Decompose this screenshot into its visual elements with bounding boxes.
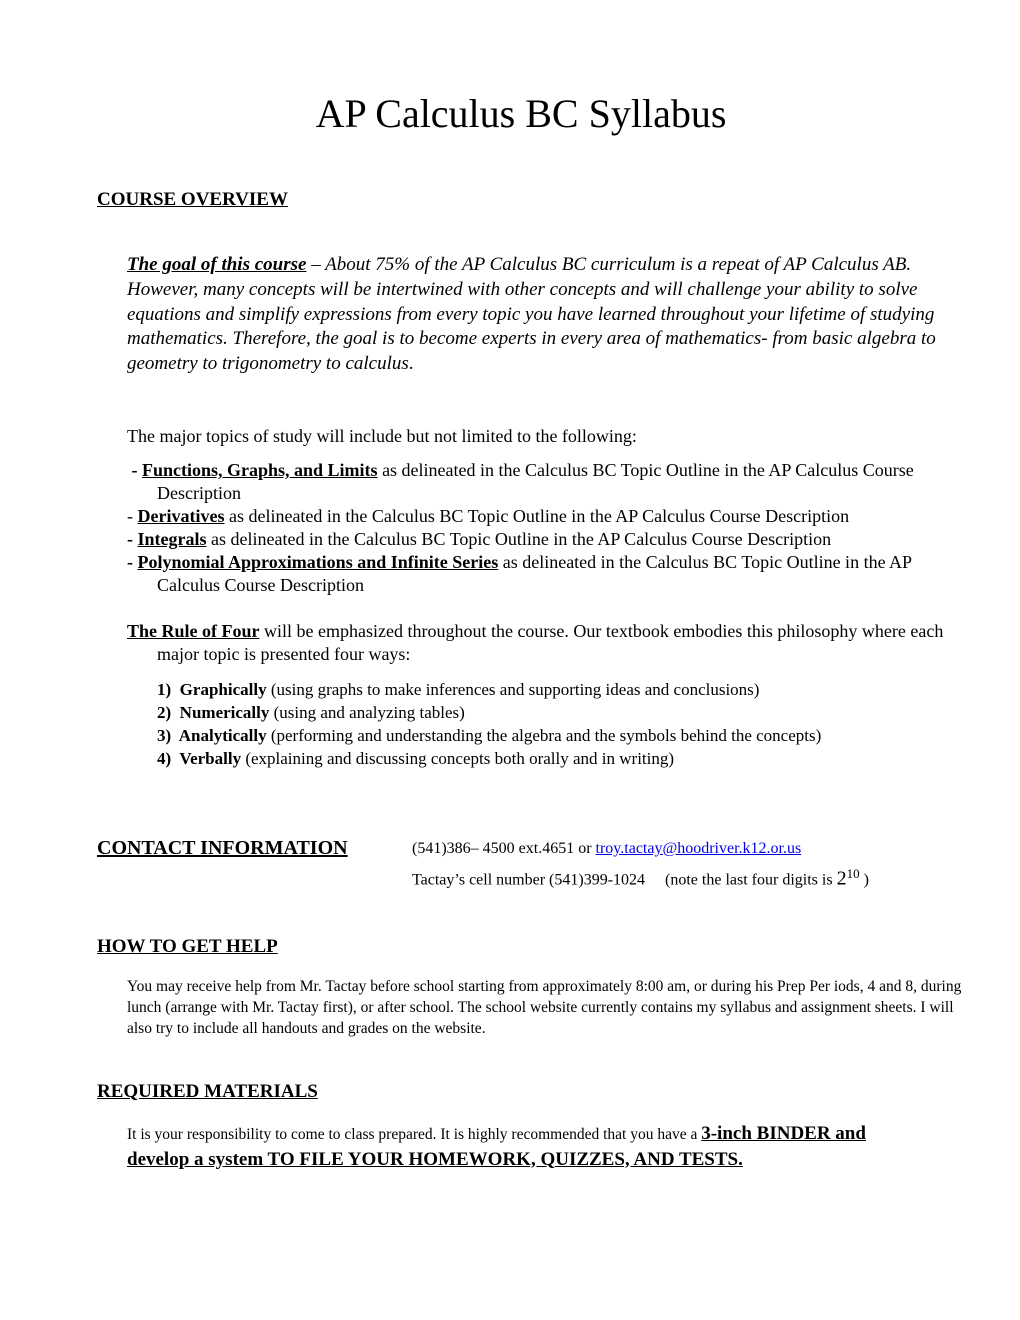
way-item [157, 701, 821, 724]
topic-name: Derivatives [137, 506, 225, 526]
way-name: Verbally [179, 749, 242, 768]
materials-text [127, 1122, 927, 1173]
contact-heading: CONTACT INFORMATION [97, 837, 348, 859]
help-heading: HOW TO GET HELP [97, 936, 278, 957]
help-text: You may receive help from Mr. Tactay before school starting from approximately 8:00 am, or during his Prep Per iods, 4 and 8, during lunch (arrange with Mr. Tactay first), or after school. The school website currently contains my syllabus and assignment sheets. I will also try to include all handouts and grades on the website. [127, 978, 962, 1037]
power-base: 2 [836, 867, 847, 890]
way-number: 4) [157, 749, 180, 768]
way-item [157, 747, 821, 770]
office-phone: (541)386– 4500 ext.4651 or [412, 840, 596, 857]
goal-paragraph [127, 253, 937, 377]
page-title: AP Calculus BC Syllabus [315, 91, 727, 136]
materials-emphasis: 3-inch BINDER and develop a system TO FILE YOUR HOMEWORK, QUIZZES, AND TESTS. [127, 1123, 866, 1170]
contact-cell-line [412, 866, 869, 890]
materials-heading: REQUIRED MATERIALS [97, 1081, 318, 1102]
goal-text: – About 75% of the AP Calculus BC curriculum is a repeat of AP Calculus AB. However, many concepts will be intertwined with other concepts and will challenge your ability to solve equations and simplify expressions from every topic you have learned throughout your lifetime of studying mathematics. Therefore, the goal is to become experts in every area of mathematics- from basic algebra to geometry to trigonometry to calculus [127, 254, 936, 375]
way-number: 3) [157, 726, 179, 745]
way-desc: (using and analyzing tables) [269, 703, 465, 722]
contact-phone-line [412, 840, 801, 858]
topic-name: Functions, Graphs, and Limits [142, 460, 378, 480]
way-item [157, 678, 821, 701]
topic-name: Integrals [137, 529, 207, 549]
course-overview-heading: COURSE OVERVIEW [97, 189, 288, 210]
way-name: Graphically [179, 680, 267, 699]
topic-dash: - [127, 460, 142, 480]
four-ways-list [157, 678, 821, 770]
topic-desc: as delineated in the Calculus BC Topic Outline in the AP Calculus Course Description [157, 552, 912, 595]
rule-of-four-paragraph [127, 620, 987, 666]
topic-item [127, 505, 977, 528]
topic-dash: - [127, 506, 138, 526]
power-exponent: 10 [846, 866, 860, 881]
way-name: Numerically [179, 703, 270, 722]
topics-list [127, 459, 977, 597]
topic-desc: as delineated in the Calculus BC Topic Outline in the AP Calculus Course Description [206, 529, 832, 549]
topic-item [127, 459, 977, 505]
close-paren: ) [859, 871, 869, 889]
topic-name: Polynomial Approximations and Infinite Series [137, 552, 499, 572]
rule-label: The Rule of Four [127, 621, 260, 641]
topic-item [127, 528, 977, 551]
way-desc: (performing and understanding the algebra and the symbols behind the concepts) [266, 726, 822, 745]
way-number: 2) [157, 703, 180, 722]
rule-text: will be emphasized throughout the course. Our textbook embodies this philosophy where each major topic is presented four ways: [157, 621, 944, 664]
email-link[interactable]: troy.tactay@hoodriver.k12.or.us [595, 840, 802, 857]
way-desc: (explaining and discussing concepts both orally and in writing) [241, 749, 675, 768]
way-name: Analytically [178, 726, 267, 745]
goal-label: The goal of this course [127, 254, 307, 275]
topic-item [127, 551, 977, 597]
cell-number: Tactay’s cell number (541)399-1024 (note the last four digits is [412, 871, 837, 889]
way-desc: (using graphs to make inferences and supporting ideas and conclusions) [266, 680, 760, 699]
topic-dash: - [127, 552, 138, 572]
way-item [157, 724, 821, 747]
topic-dash: - [127, 529, 138, 549]
topic-desc: as delineated in the Calculus BC Topic Outline in the AP Calculus Course Description [157, 460, 914, 503]
way-number: 1) [157, 680, 180, 699]
materials-intro: It is your responsibility to come to class prepared. It is highly recommended that you have a [127, 1126, 702, 1143]
topic-desc: as delineated in the Calculus BC Topic Outline in the AP Calculus Course Description [224, 506, 850, 526]
goal-end: . [408, 353, 414, 375]
topics-intro: The major topics of study will include but not limited to the following: [127, 426, 637, 446]
